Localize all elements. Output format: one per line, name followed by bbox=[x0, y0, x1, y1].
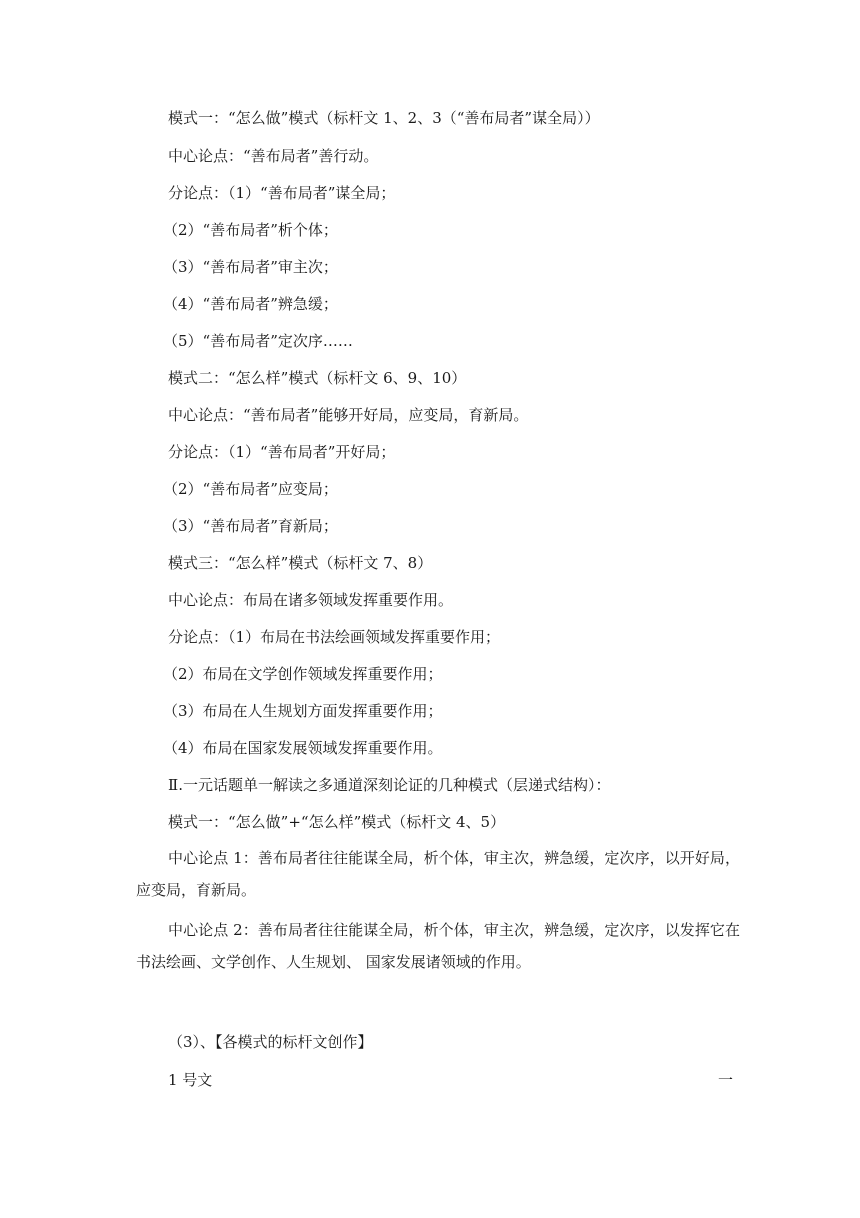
mode-one-heading: 模式一：“怎么做”模式（标杆文 1、2、3（“善布局者”谋全局）） bbox=[168, 109, 600, 127]
article-1-label: 1 号文 bbox=[168, 1071, 213, 1089]
central-argument: 中心论点：“善布局者”能够开好局，应变局，育新局。 bbox=[168, 406, 529, 424]
sub-argument-3: （3）布局在人生规划方面发挥重要作用； bbox=[163, 702, 443, 720]
sub-argument-3: （3）“善布局者”育新局； bbox=[163, 517, 338, 535]
sub-argument-1: 分论点：（1）布局在书法绘画领域发挥重要作用； bbox=[168, 628, 501, 646]
central-argument: 中心论点：“善布局者”善行动。 bbox=[168, 147, 379, 165]
central-argument: 中心论点：布局在诸多领域发挥重要作用。 bbox=[168, 591, 454, 609]
sub-argument-2: （2）“善布局者”析个体； bbox=[163, 221, 338, 239]
sub-argument-2: （2）“善布局者”应变局； bbox=[163, 480, 338, 498]
sub-argument-5: （5）“善布局者”定次序…… bbox=[163, 332, 353, 350]
layered-mode-one-heading: 模式一：“怎么做”+“怎么样”模式（标杆文 4、5） bbox=[168, 813, 506, 831]
sub-argument-4: （4）“善布局者”辨急缓； bbox=[163, 295, 338, 313]
central-argument-1-paragraph: 中心论点 1：善布局者往往能谋全局，析个体，审主次，辨急缓，定次序，以开好局，应变局，育新局。 bbox=[136, 849, 740, 899]
sub-argument-4: （4）布局在国家发展领域发挥重要作用。 bbox=[163, 739, 443, 757]
sub-argument-2: （2）布局在文学创作领域发挥重要作用； bbox=[163, 665, 443, 683]
mode-two-heading: 模式二：“怎么样”模式（标杆文 6、9、10） bbox=[168, 369, 467, 387]
mode-three-heading: 模式三：“怎么样”模式（标杆文 7、8） bbox=[168, 554, 433, 572]
sub-argument-1: 分论点：（1）“善布局者”开好局； bbox=[168, 443, 396, 461]
section-3-heading: （3）、【各模式的标杆文创作】 bbox=[168, 1033, 373, 1051]
sub-argument-3: （3）“善布局者”审主次； bbox=[163, 258, 338, 276]
sub-argument-1: 分论点：（1）“善布局者”谋全局； bbox=[168, 184, 396, 202]
section-ii-heading: Ⅱ.一元话题单一解读之多通道深刻论证的几种模式（层递式结构）： bbox=[168, 776, 611, 794]
central-argument-2-paragraph: 中心论点 2：善布局者往往能谋全局，析个体，审主次，辨急缓，定次序，以发挥它在书法绘画、文学创作、人生规划、 国家发展诸领域的作用。 bbox=[136, 921, 740, 971]
article-1-right-mark: 一 bbox=[718, 1071, 734, 1089]
